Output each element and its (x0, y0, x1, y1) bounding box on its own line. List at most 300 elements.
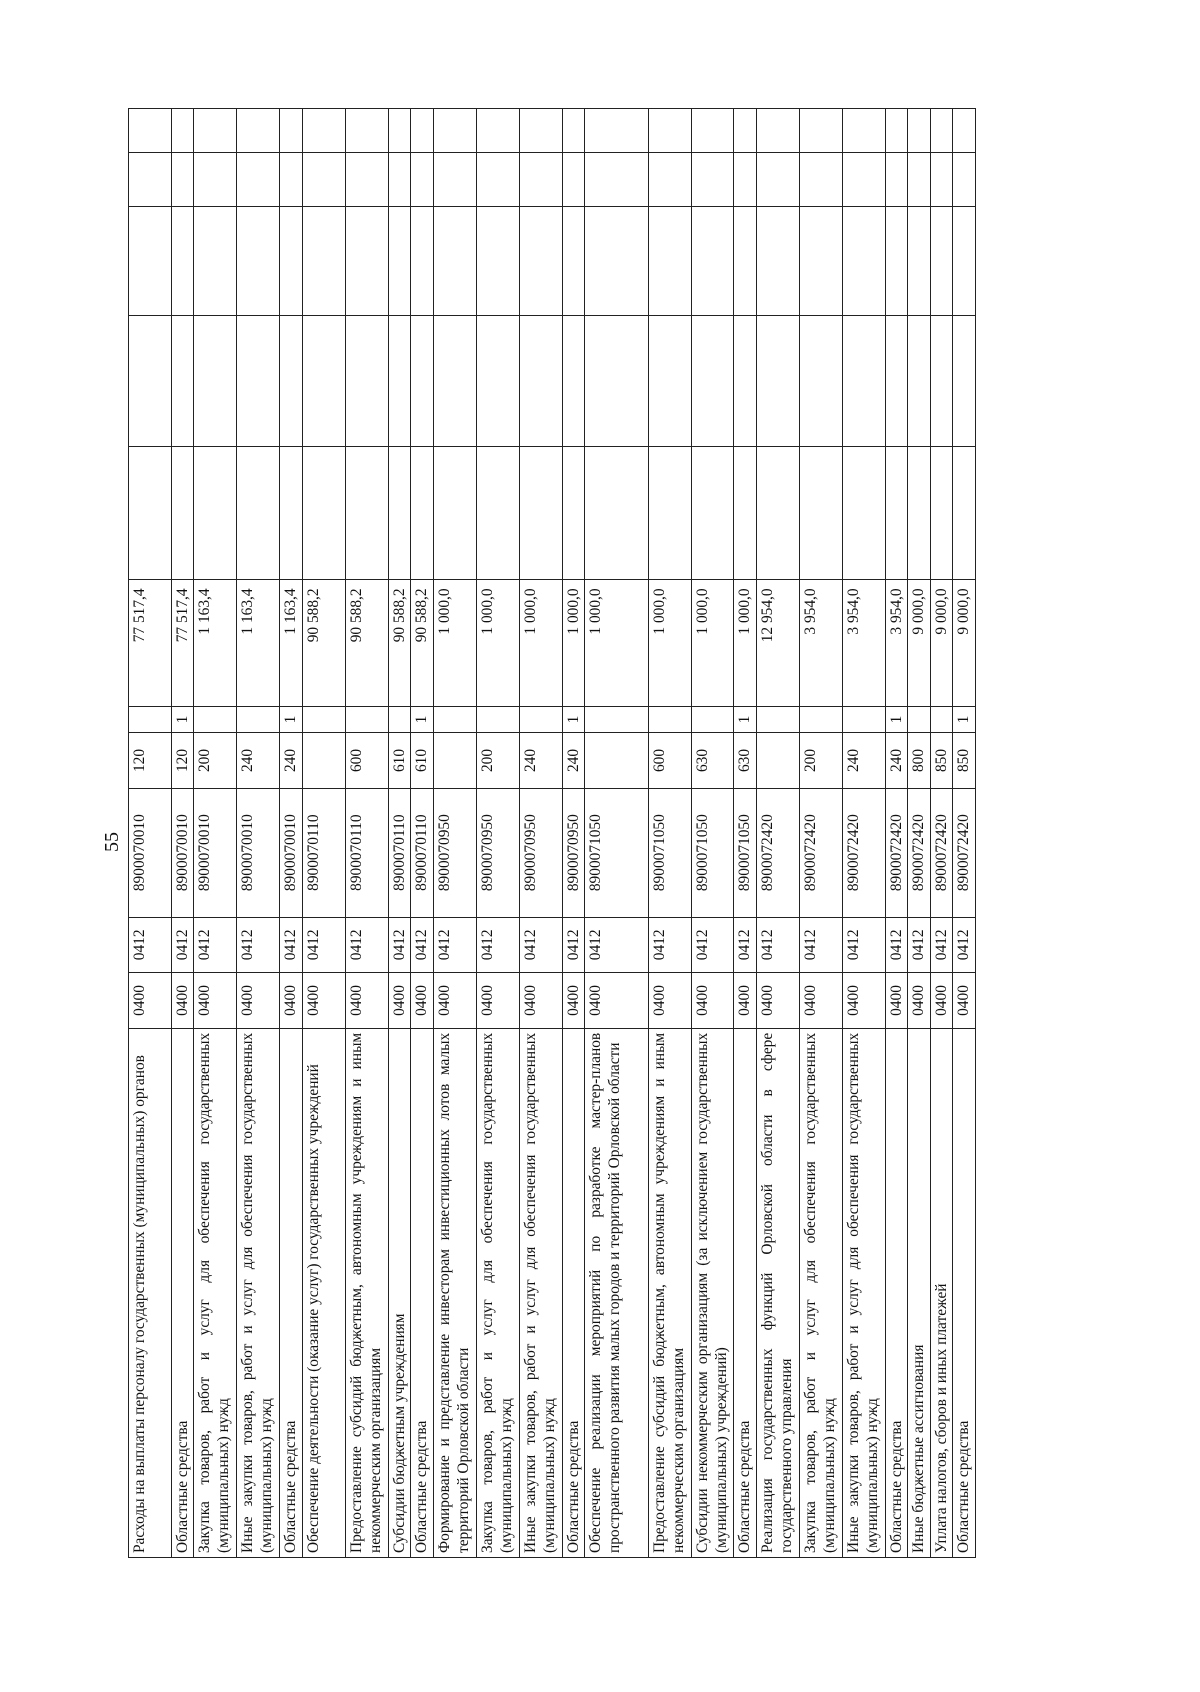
empty-cell (734, 152, 757, 207)
amount-value: 12 954,0 (756, 580, 799, 707)
expense-type-code: 600 (648, 733, 691, 789)
section-code: 0400 (930, 973, 953, 1029)
funding-source-code (756, 706, 799, 732)
row-description: Областные средства (280, 1028, 303, 1557)
amount-value: 1 000,0 (734, 580, 757, 707)
table-row (476, 109, 519, 1558)
row-description: Иные закупки товаров, работ и услуг для обеспечения государственных (муниципальных) нужд (237, 1028, 280, 1557)
expense-type-code: 240 (562, 733, 585, 789)
expense-type-code: 240 (280, 733, 303, 789)
empty-cell (411, 152, 434, 207)
empty-cell (799, 109, 842, 153)
amount-value: 77 517,4 (171, 580, 194, 707)
empty-cell (648, 152, 691, 207)
target-article-code: 8900072420 (953, 788, 976, 917)
section-code: 0400 (519, 973, 562, 1029)
section-code: 0400 (129, 973, 172, 1029)
subsection-code: 0412 (171, 917, 194, 973)
empty-cell (908, 152, 931, 207)
expense-type-code: 200 (799, 733, 842, 789)
empty-cell (433, 316, 476, 447)
amount-value: 9 000,0 (930, 580, 953, 707)
empty-cell (842, 447, 885, 580)
empty-cell (756, 207, 799, 316)
amount-value: 9 000,0 (953, 580, 976, 707)
subsection-code: 0412 (345, 917, 388, 973)
subsection-code: 0412 (585, 917, 648, 973)
target-article-code: 8900070010 (237, 788, 280, 917)
table-row (842, 109, 885, 1558)
empty-cell (388, 316, 411, 447)
amount-value: 1 000,0 (433, 580, 476, 707)
empty-cell (691, 152, 734, 207)
empty-cell (476, 109, 519, 153)
expense-type-code (585, 733, 648, 789)
amount-value: 1 163,4 (237, 580, 280, 707)
empty-cell (519, 207, 562, 316)
expense-type-code: 630 (691, 733, 734, 789)
subsection-code: 0412 (476, 917, 519, 973)
table-row (519, 109, 562, 1558)
empty-cell (345, 207, 388, 316)
empty-cell (411, 109, 434, 153)
row-description: Предоставление субсидий бюджетным, автономным учреждениям и иным некоммерческим организациям (345, 1028, 388, 1557)
amount-value: 90 588,2 (345, 580, 388, 707)
expense-type-code: 850 (953, 733, 976, 789)
empty-cell (908, 447, 931, 580)
empty-cell (194, 152, 237, 207)
empty-cell (388, 207, 411, 316)
empty-cell (842, 207, 885, 316)
empty-cell (519, 316, 562, 447)
empty-cell (691, 316, 734, 447)
row-description: Субсидии некоммерческим организациям (за исключением государственных (муниципальных) учреждений) (691, 1028, 734, 1557)
empty-cell (562, 109, 585, 153)
amount-value: 1 163,4 (194, 580, 237, 707)
target-article-code: 8900071050 (734, 788, 757, 917)
table-row (194, 109, 237, 1558)
section-code: 0400 (648, 973, 691, 1029)
subsection-code: 0412 (756, 917, 799, 973)
funding-source-code (476, 706, 519, 732)
subsection-code: 0412 (388, 917, 411, 973)
target-article-code: 8900070110 (411, 788, 434, 917)
funding-source-code: 1 (562, 706, 585, 732)
amount-value: 1 000,0 (562, 580, 585, 707)
target-article-code: 8900070110 (302, 788, 345, 917)
expense-type-code: 610 (388, 733, 411, 789)
row-description: Формирование и представление инвесторам инвестиционных лотов малых территорий Орловской области (433, 1028, 476, 1557)
section-code: 0400 (302, 973, 345, 1029)
subsection-code: 0412 (433, 917, 476, 973)
expense-type-code: 800 (908, 733, 931, 789)
empty-cell (842, 316, 885, 447)
empty-cell (194, 316, 237, 447)
table-row (171, 109, 194, 1558)
empty-cell (953, 316, 976, 447)
funding-source-code (799, 706, 842, 732)
empty-cell (953, 109, 976, 153)
empty-cell (799, 207, 842, 316)
amount-value: 90 588,2 (411, 580, 434, 707)
amount-value: 77 517,4 (129, 580, 172, 707)
funding-source-code: 1 (885, 706, 908, 732)
section-code: 0400 (585, 973, 648, 1029)
section-code: 0400 (345, 973, 388, 1029)
table-row (908, 109, 931, 1558)
target-article-code: 8900070950 (519, 788, 562, 917)
funding-source-code (691, 706, 734, 732)
empty-cell (476, 316, 519, 447)
funding-source-code (842, 706, 885, 732)
empty-cell (194, 207, 237, 316)
row-description: Уплата налогов, сборов и иных платежей (930, 1028, 953, 1557)
section-code: 0400 (433, 973, 476, 1029)
empty-cell (585, 207, 648, 316)
target-article-code: 8900070110 (388, 788, 411, 917)
empty-cell (237, 109, 280, 153)
subsection-code: 0412 (930, 917, 953, 973)
expense-type-code (756, 733, 799, 789)
row-description: Областные средства (562, 1028, 585, 1557)
table-row (237, 109, 280, 1558)
empty-cell (433, 207, 476, 316)
target-article-code: 8900070950 (562, 788, 585, 917)
amount-value: 3 954,0 (799, 580, 842, 707)
expense-type-code: 240 (519, 733, 562, 789)
table-row (930, 109, 953, 1558)
empty-cell (171, 207, 194, 316)
expense-type-code (302, 733, 345, 789)
empty-cell (885, 316, 908, 447)
empty-cell (388, 447, 411, 580)
subsection-code: 0412 (280, 917, 303, 973)
funding-source-code (237, 706, 280, 732)
empty-cell (562, 152, 585, 207)
expense-type-code: 120 (129, 733, 172, 789)
funding-source-code (519, 706, 562, 732)
subsection-code: 0412 (799, 917, 842, 973)
empty-cell (280, 207, 303, 316)
target-article-code: 8900071050 (691, 788, 734, 917)
table-row (562, 109, 585, 1558)
section-code: 0400 (237, 973, 280, 1029)
amount-value: 1 000,0 (648, 580, 691, 707)
row-description: Областные средства (411, 1028, 434, 1557)
target-article-code: 8900070010 (280, 788, 303, 917)
empty-cell (194, 109, 237, 153)
table-row (280, 109, 303, 1558)
expense-type-code: 850 (930, 733, 953, 789)
subsection-code: 0412 (194, 917, 237, 973)
empty-cell (129, 152, 172, 207)
target-article-code: 8900070010 (194, 788, 237, 917)
empty-cell (756, 152, 799, 207)
target-article-code: 8900070110 (345, 788, 388, 917)
section-code: 0400 (953, 973, 976, 1029)
subsection-code: 0412 (885, 917, 908, 973)
row-description: Областные средства (953, 1028, 976, 1557)
empty-cell (345, 152, 388, 207)
row-description: Закупка товаров, работ и услуг для обеспечения государственных (муниципальных) нужд (194, 1028, 237, 1557)
section-code: 0400 (194, 973, 237, 1029)
row-description: Областные средства (171, 1028, 194, 1557)
empty-cell (842, 109, 885, 153)
table-row (302, 109, 345, 1558)
empty-cell (842, 152, 885, 207)
subsection-code: 0412 (734, 917, 757, 973)
funding-source-code (930, 706, 953, 732)
empty-cell (433, 152, 476, 207)
empty-cell (388, 109, 411, 153)
expense-type-code: 240 (885, 733, 908, 789)
section-code: 0400 (171, 973, 194, 1029)
target-article-code: 8900072420 (756, 788, 799, 917)
empty-cell (756, 447, 799, 580)
funding-source-code (433, 706, 476, 732)
empty-cell (930, 447, 953, 580)
empty-cell (411, 207, 434, 316)
empty-cell (302, 447, 345, 580)
row-description: Иные закупки товаров, работ и услуг для обеспечения государственных (муниципальных) нужд (519, 1028, 562, 1557)
subsection-code: 0412 (302, 917, 345, 973)
empty-cell (519, 447, 562, 580)
table-row (885, 109, 908, 1558)
funding-source-code: 1 (411, 706, 434, 732)
empty-cell (237, 316, 280, 447)
amount-value: 90 588,2 (388, 580, 411, 707)
empty-cell (171, 152, 194, 207)
target-article-code: 8900071050 (585, 788, 648, 917)
table-row (691, 109, 734, 1558)
empty-cell (691, 207, 734, 316)
empty-cell (734, 109, 757, 153)
table-frame (128, 108, 976, 1558)
amount-value: 3 954,0 (885, 580, 908, 707)
section-code: 0400 (908, 973, 931, 1029)
empty-cell (799, 447, 842, 580)
expense-type-code: 630 (734, 733, 757, 789)
row-description: Расходы на выплаты персоналу государственных (муниципальных) органов (129, 1028, 172, 1557)
section-code: 0400 (388, 973, 411, 1029)
empty-cell (129, 109, 172, 153)
empty-cell (388, 152, 411, 207)
empty-cell (519, 109, 562, 153)
empty-cell (302, 152, 345, 207)
row-description: Субсидии бюджетным учреждениям (388, 1028, 411, 1557)
empty-cell (237, 152, 280, 207)
table-row (756, 109, 799, 1558)
empty-cell (908, 207, 931, 316)
funding-source-code (648, 706, 691, 732)
row-description: Областные средства (734, 1028, 757, 1557)
empty-cell (129, 316, 172, 447)
section-code: 0400 (842, 973, 885, 1029)
amount-value: 1 163,4 (280, 580, 303, 707)
empty-cell (476, 207, 519, 316)
table-row (585, 109, 648, 1558)
empty-cell (345, 447, 388, 580)
target-article-code: 8900070950 (433, 788, 476, 917)
target-article-code: 8900072420 (908, 788, 931, 917)
section-code: 0400 (476, 973, 519, 1029)
section-code: 0400 (885, 973, 908, 1029)
target-article-code: 8900072420 (930, 788, 953, 917)
empty-cell (562, 316, 585, 447)
empty-cell (129, 447, 172, 580)
empty-cell (237, 447, 280, 580)
empty-cell (280, 109, 303, 153)
funding-source-code: 1 (280, 706, 303, 732)
row-description: Закупка товаров, работ и услуг для обеспечения государственных (муниципальных) нужд (799, 1028, 842, 1557)
empty-cell (691, 109, 734, 153)
row-description: Обеспечение деятельности (оказание услуг) государственных учреждений (302, 1028, 345, 1557)
empty-cell (433, 109, 476, 153)
empty-cell (585, 316, 648, 447)
expense-type-code: 600 (345, 733, 388, 789)
amount-value: 3 954,0 (842, 580, 885, 707)
amount-value: 9 000,0 (908, 580, 931, 707)
table-row (411, 109, 434, 1558)
target-article-code: 8900070010 (171, 788, 194, 917)
empty-cell (648, 447, 691, 580)
empty-cell (908, 109, 931, 153)
funding-source-code (129, 706, 172, 732)
row-description: Закупка товаров, работ и услуг для обеспечения государственных (муниципальных) нужд (476, 1028, 519, 1557)
expense-type-code: 120 (171, 733, 194, 789)
empty-cell (885, 152, 908, 207)
expense-type-code: 240 (237, 733, 280, 789)
subsection-code: 0412 (691, 917, 734, 973)
section-code: 0400 (562, 973, 585, 1029)
budget-table (128, 108, 976, 1558)
empty-cell (171, 316, 194, 447)
target-article-code: 8900072420 (799, 788, 842, 917)
empty-cell (885, 207, 908, 316)
amount-value: 1 000,0 (691, 580, 734, 707)
target-article-code: 8900071050 (648, 788, 691, 917)
expense-type-code: 200 (194, 733, 237, 789)
empty-cell (411, 447, 434, 580)
empty-cell (280, 447, 303, 580)
section-code: 0400 (734, 973, 757, 1029)
empty-cell (585, 109, 648, 153)
section-code: 0400 (280, 973, 303, 1029)
empty-cell (476, 447, 519, 580)
empty-cell (930, 109, 953, 153)
funding-source-code (302, 706, 345, 732)
empty-cell (799, 316, 842, 447)
funding-source-code: 1 (171, 706, 194, 732)
subsection-code: 0412 (411, 917, 434, 973)
subsection-code: 0412 (908, 917, 931, 973)
funding-source-code (388, 706, 411, 732)
empty-cell (562, 447, 585, 580)
empty-cell (129, 207, 172, 316)
target-article-code: 8900072420 (842, 788, 885, 917)
table-row (734, 109, 757, 1558)
subsection-code: 0412 (842, 917, 885, 973)
section-code: 0400 (691, 973, 734, 1029)
table-row (648, 109, 691, 1558)
empty-cell (930, 152, 953, 207)
empty-cell (171, 447, 194, 580)
funding-source-code: 1 (953, 706, 976, 732)
subsection-code: 0412 (648, 917, 691, 973)
empty-cell (734, 447, 757, 580)
empty-cell (885, 447, 908, 580)
row-description: Областные средства (885, 1028, 908, 1557)
empty-cell (734, 316, 757, 447)
empty-cell (237, 207, 280, 316)
row-description: Иные закупки товаров, работ и услуг для обеспечения государственных (муниципальных) нужд (842, 1028, 885, 1557)
target-article-code: 8900070010 (129, 788, 172, 917)
amount-value: 1 000,0 (476, 580, 519, 707)
expense-type-code: 200 (476, 733, 519, 789)
empty-cell (799, 152, 842, 207)
funding-source-code (908, 706, 931, 732)
table-row (388, 109, 411, 1558)
empty-cell (908, 316, 931, 447)
target-article-code: 8900070950 (476, 788, 519, 917)
empty-cell (345, 316, 388, 447)
funding-source-code (345, 706, 388, 732)
empty-cell (585, 447, 648, 580)
subsection-code: 0412 (953, 917, 976, 973)
empty-cell (953, 207, 976, 316)
table-row (129, 109, 172, 1558)
empty-cell (411, 316, 434, 447)
empty-cell (302, 109, 345, 153)
subsection-code: 0412 (237, 917, 280, 973)
empty-cell (930, 207, 953, 316)
empty-cell (756, 316, 799, 447)
empty-cell (953, 447, 976, 580)
subsection-code: 0412 (562, 917, 585, 973)
empty-cell (519, 152, 562, 207)
empty-cell (930, 316, 953, 447)
amount-value: 1 000,0 (519, 580, 562, 707)
target-article-code: 8900072420 (885, 788, 908, 917)
empty-cell (585, 152, 648, 207)
funding-source-code (585, 706, 648, 732)
empty-cell (756, 109, 799, 153)
section-code: 0400 (411, 973, 434, 1029)
row-description: Реализация государственных функций Орловской области в сфере государственного управления (756, 1028, 799, 1557)
section-code: 0400 (799, 973, 842, 1029)
empty-cell (691, 447, 734, 580)
page-number: 55 (101, 832, 123, 852)
row-description: Иные бюджетные ассигнования (908, 1028, 931, 1557)
empty-cell (171, 109, 194, 153)
empty-cell (648, 109, 691, 153)
amount-value: 90 588,2 (302, 580, 345, 707)
subsection-code: 0412 (519, 917, 562, 973)
expense-type-code (433, 733, 476, 789)
expense-type-code: 240 (842, 733, 885, 789)
row-description: Обеспечение реализации мероприятий по разработке мастер-планов пространственного развития малых городов и территорий Орловской области (585, 1028, 648, 1557)
empty-cell (953, 152, 976, 207)
expense-type-code: 610 (411, 733, 434, 789)
table-row (953, 109, 976, 1558)
empty-cell (476, 152, 519, 207)
empty-cell (562, 207, 585, 316)
empty-cell (280, 152, 303, 207)
empty-cell (194, 447, 237, 580)
table-row (345, 109, 388, 1558)
table-row (799, 109, 842, 1558)
empty-cell (433, 447, 476, 580)
